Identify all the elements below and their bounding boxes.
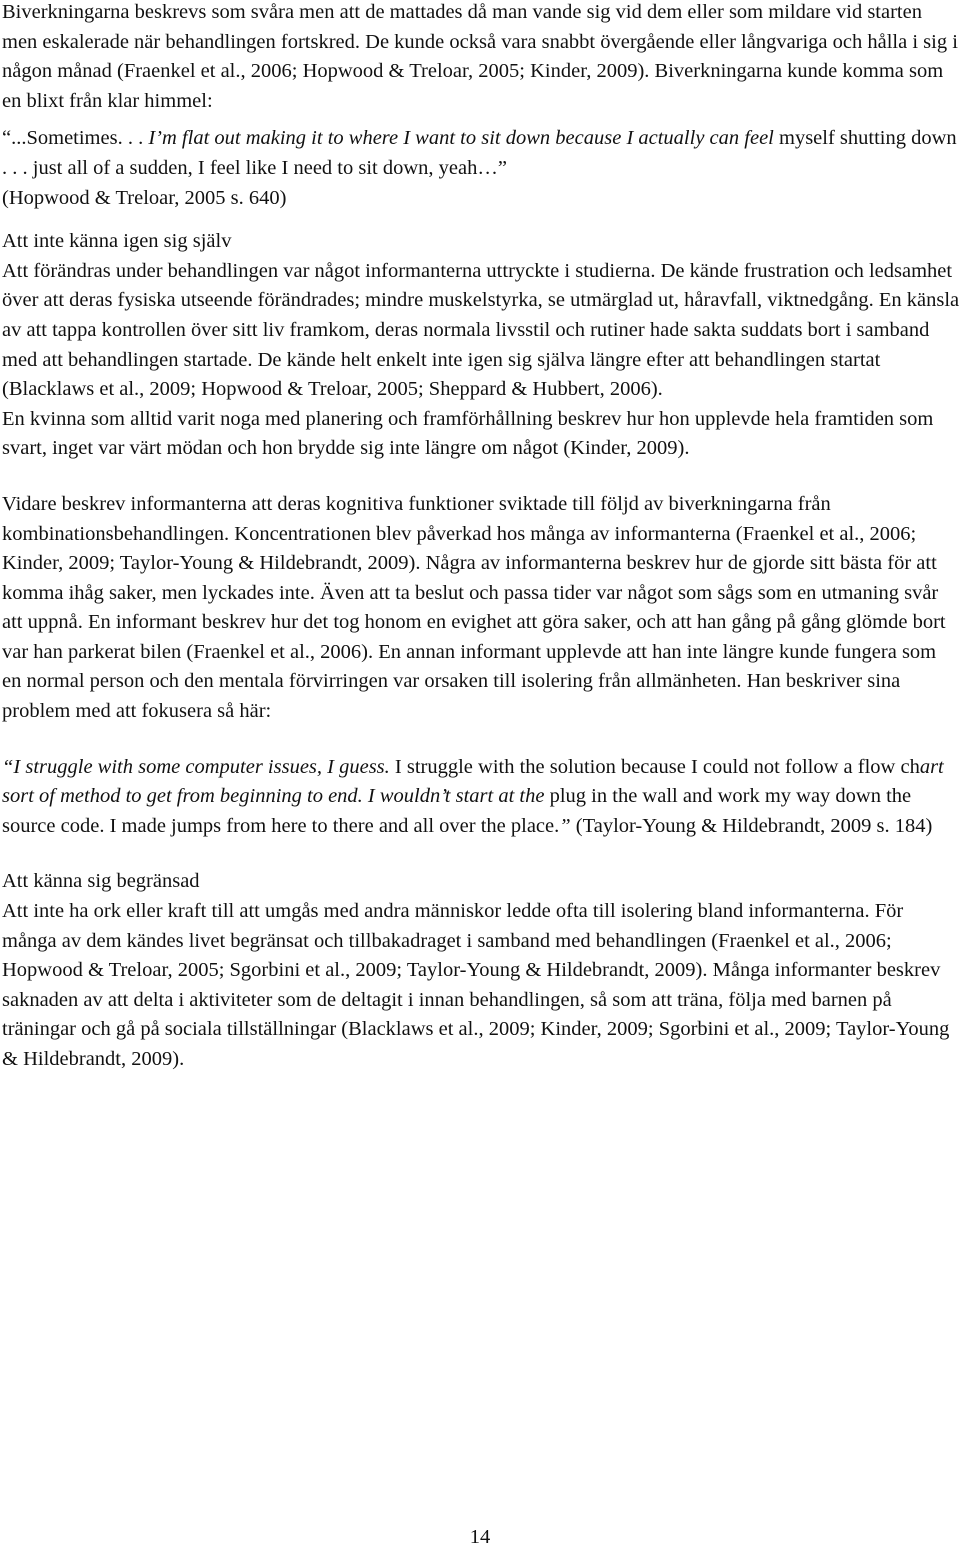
section-heading-self-recognition: Att inte känna igen sig själv xyxy=(2,230,232,253)
section-heading-limited: Att känna sig begränsad xyxy=(2,870,200,893)
spacer xyxy=(2,116,960,124)
quote-taylor-young xyxy=(2,753,960,842)
paragraph-future: En kvinna som alltid varit noga med planering och framförhållning beskrev hur hon upplevde hela framtiden som svart, inget var värt mödan och hon brydde sig inte längre om något (Kinder, 2009). xyxy=(2,407,934,460)
paragraph-limited: Att inte ha ork eller kraft till att umgås med andra människor ledde ofta till isolering bland informanterna. För många av dem kändes livet begränsat och tillbakadraget i samband med behandlingen (Fraenkel et al., 2006; Hopwood & Treloar, 2005; Sgorbini et al., 2009; Taylor-Young & Hildebrandt, 2009). Många informanter beskrev saknaden av att delta i aktiviteter som de deltagit i innan behandlingen, så som att träna, följa med barnen på träningar och gå på sociala tillställningar (Blacklaws et al., 2009; Kinder, 2009; Sgorbini et al., 2009; Taylor-Young & Hildebrandt, 2009). xyxy=(2,900,950,1070)
quote-hopwood xyxy=(2,124,960,213)
quote2-italic-2: art sort of method to get from beginning to end. I wouldn’t start at the xyxy=(2,755,944,808)
quote2-plain-1: I struggle with the solution because I could not follow a flow ch xyxy=(389,755,920,778)
spacer xyxy=(2,464,960,490)
spacer xyxy=(2,841,960,867)
quote2-plain-2: plug in the wall and work my way down the source code. I made jumps from here to there and all over the place. xyxy=(2,785,912,837)
quote2-citation: (Taylor-Young & Hildebrandt, 2009 s. 184) xyxy=(570,814,933,837)
quote-italic: I’m flat out making it to where I want to sit down because I actually can feel xyxy=(148,127,774,150)
spacer xyxy=(2,213,960,227)
page-number: 14 xyxy=(469,1526,491,1548)
quote2-italic-3: ” xyxy=(559,814,571,837)
paragraph-cognition: Vidare beskrev informanterna att deras kognitiva funktioner sviktade till följd av biverkningarna från kombinationsbehandlingen. Koncentrationen blev påverkad hos många av informanterna (Fraenkel et al., 2006; Kinder, 2009; Taylor-Young & Hildebrandt, 2009). Några av informanterna beskrev hur de gjorde sitt bästa för att komma ihåg saker, men lyckades inte. Även att ta beslut och passa tider var något som sågs som en utmaning svår att uppnå. En informant beskrev hur det tog honom en evighet att göra saker, och att han gång på gång glömde bort var han parkerat bilen (Fraenkel et al., 2006). En annan informant upplevde att han inte längre kunde fungera som en normal person och den mentala förvirringen var orsaken till isolering från allmänheten. Han beskriver sina problem med att fokusera så här: xyxy=(2,492,946,723)
quote-citation: (Hopwood & Treloar, 2005 s. 640) xyxy=(2,186,287,209)
quote2-italic-1: “I struggle with some computer issues, I guess. xyxy=(2,755,390,778)
spacer xyxy=(2,727,960,753)
quote-rest: myself shutting down . . . just all of a sudden, I feel like I need to sit down, yeah…” xyxy=(2,127,957,179)
quote-open: “...Sometimes. . . xyxy=(2,127,149,150)
paragraph-side-effects: Biverkningarna beskrevs som svåra men att de mattades då man vande sig vid dem eller som mildare vid starten men eskalerade när behandlingen fortskred. De kunde också vara snabbt övergående eller långvariga och hålla i sig i någon månad (Fraenkel et al., 2006; Hopwood & Treloar, 2005; Kinder, 2009). Biverkningarna kunde komma som en blixt från klar himmel: xyxy=(2,1,958,112)
paragraph-self-recognition: Att förändras under behandlingen var något informanterna uttryckte i studierna. De kände frustration och ledsamhet över att deras fysiska utseende förändrades; mindre muskelstyrka, se utmärglad ut, håravfall, viktnedgång. En känsla av att tappa kontrollen över sitt liv framkom, deras normala livsstil och rutiner hade sakta suddats bort i samband med att behandlingen startade. De kände helt enkelt inte igen sig själva längre efter att behandlingen startat (Blacklaws et al., 2009; Hopwood & Treloar, 2005; Sheppard & Hubbert, 2006). xyxy=(2,259,960,401)
